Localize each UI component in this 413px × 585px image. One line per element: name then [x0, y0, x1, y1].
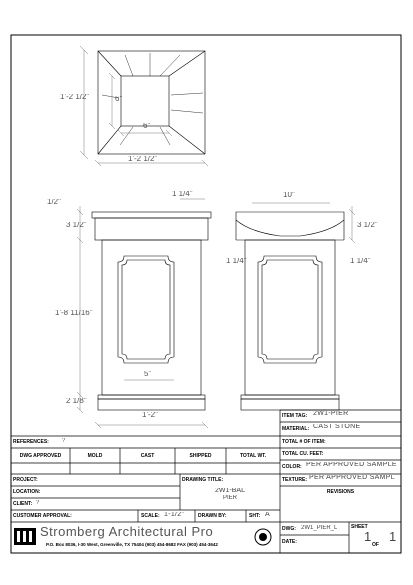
front-elevation — [92, 212, 211, 410]
dwg-value: 2W1_PIER_L — [301, 525, 338, 531]
texture-label: TEXTURE: — [282, 477, 307, 483]
color-label: COLOR: — [282, 464, 302, 470]
total-cuft-label: TOTAL CU. FEET: — [282, 451, 324, 457]
dim-front-panel-width: 5" — [144, 371, 152, 377]
dim-front-top-offset: 1/2" — [47, 199, 61, 205]
references-value: ? — [62, 438, 66, 444]
sheet-label: SHEET — [351, 524, 368, 530]
dim-plan-height: 1'-2 1/2" — [60, 94, 90, 100]
col-shipped: SHIPPED — [189, 453, 212, 459]
col-total-wt: TOTAL WT. — [239, 453, 267, 459]
plan-view — [98, 51, 205, 154]
client-label: CLIENT: — [13, 501, 33, 507]
dim-side-left-offset: 1 1/4" — [226, 258, 247, 264]
client-value: ? — [36, 500, 40, 506]
dim-side-right-offset: 1 1/4" — [350, 258, 371, 264]
dim-front-base-height: 2 1/8" — [66, 398, 87, 404]
customer-approval-label: CUSTOMER APPROVAL: — [13, 513, 72, 519]
scale-label: SCALE: — [141, 513, 160, 519]
dim-plan-width: 1'-2 1/2" — [128, 156, 158, 162]
scale-value: 1-1/2" — [164, 512, 185, 518]
item-tag-label: ITEM TAG: — [282, 413, 308, 419]
col-cast: CAST — [140, 453, 155, 459]
dwg-label: DWG: — [282, 526, 296, 532]
dim-front-body-height: 1'-8 11/16" — [55, 310, 93, 316]
company-name: Stromberg Architectural Pro — [40, 524, 214, 539]
material-label: MATERIAL: — [282, 426, 310, 432]
color-value: PER APPROVED SAMPLE — [306, 462, 397, 468]
dim-side-cap-height: 3 1/2" — [357, 222, 378, 228]
sht-value: A — [265, 512, 270, 518]
sheet-num: 1 — [364, 529, 372, 544]
dim-front-cap-height: 3 1/2" — [66, 222, 87, 228]
col-mold: MOLD — [87, 453, 103, 459]
dim-side-top-width: 10" — [283, 192, 295, 198]
item-tag-value: 2W1-PIER — [313, 411, 349, 417]
drawn-by-label: DRAWN BY: — [198, 513, 227, 519]
side-elevation — [236, 212, 344, 410]
plan-dimensions — [80, 46, 208, 166]
sht-label: SHT: — [249, 513, 261, 519]
dim-plan-inner-width: 6" — [143, 123, 151, 129]
date-label: DATE: — [282, 539, 297, 545]
col-dwg-approved: DWG APPROVED — [19, 453, 62, 459]
total-items-label: TOTAL # OF ITEM: — [282, 439, 326, 445]
drawing-title-line1: 2W1-BAL — [215, 488, 245, 494]
revisions-label: REVISIONS — [326, 489, 355, 495]
front-dimensions — [77, 199, 208, 428]
sheet-of-label: OF — [372, 542, 379, 548]
dim-front-width: 1'-2" — [142, 412, 158, 418]
references-label: REFERENCES: — [13, 439, 49, 445]
dim-front-cap-overhang: 1 1/4" — [172, 191, 193, 197]
texture-value: PER APPROVED SAMPL — [309, 475, 395, 481]
location-label: LOCATION: — [13, 489, 41, 495]
sheet-total: 1 — [389, 529, 397, 544]
dim-plan-inner-height: 6" — [115, 96, 123, 102]
material-value: CAST STONE — [313, 424, 361, 430]
company-address: P.O. Box 8036, I-30 West, Greenville, TX 75404 (903) 454-8682 FAX (903) 454-3642 — [46, 542, 218, 547]
project-label: PROJECT: — [13, 477, 38, 483]
drawing-title-line2: PIER — [222, 495, 237, 501]
drawing-title-label: DRAWING TITLE: — [182, 477, 224, 483]
